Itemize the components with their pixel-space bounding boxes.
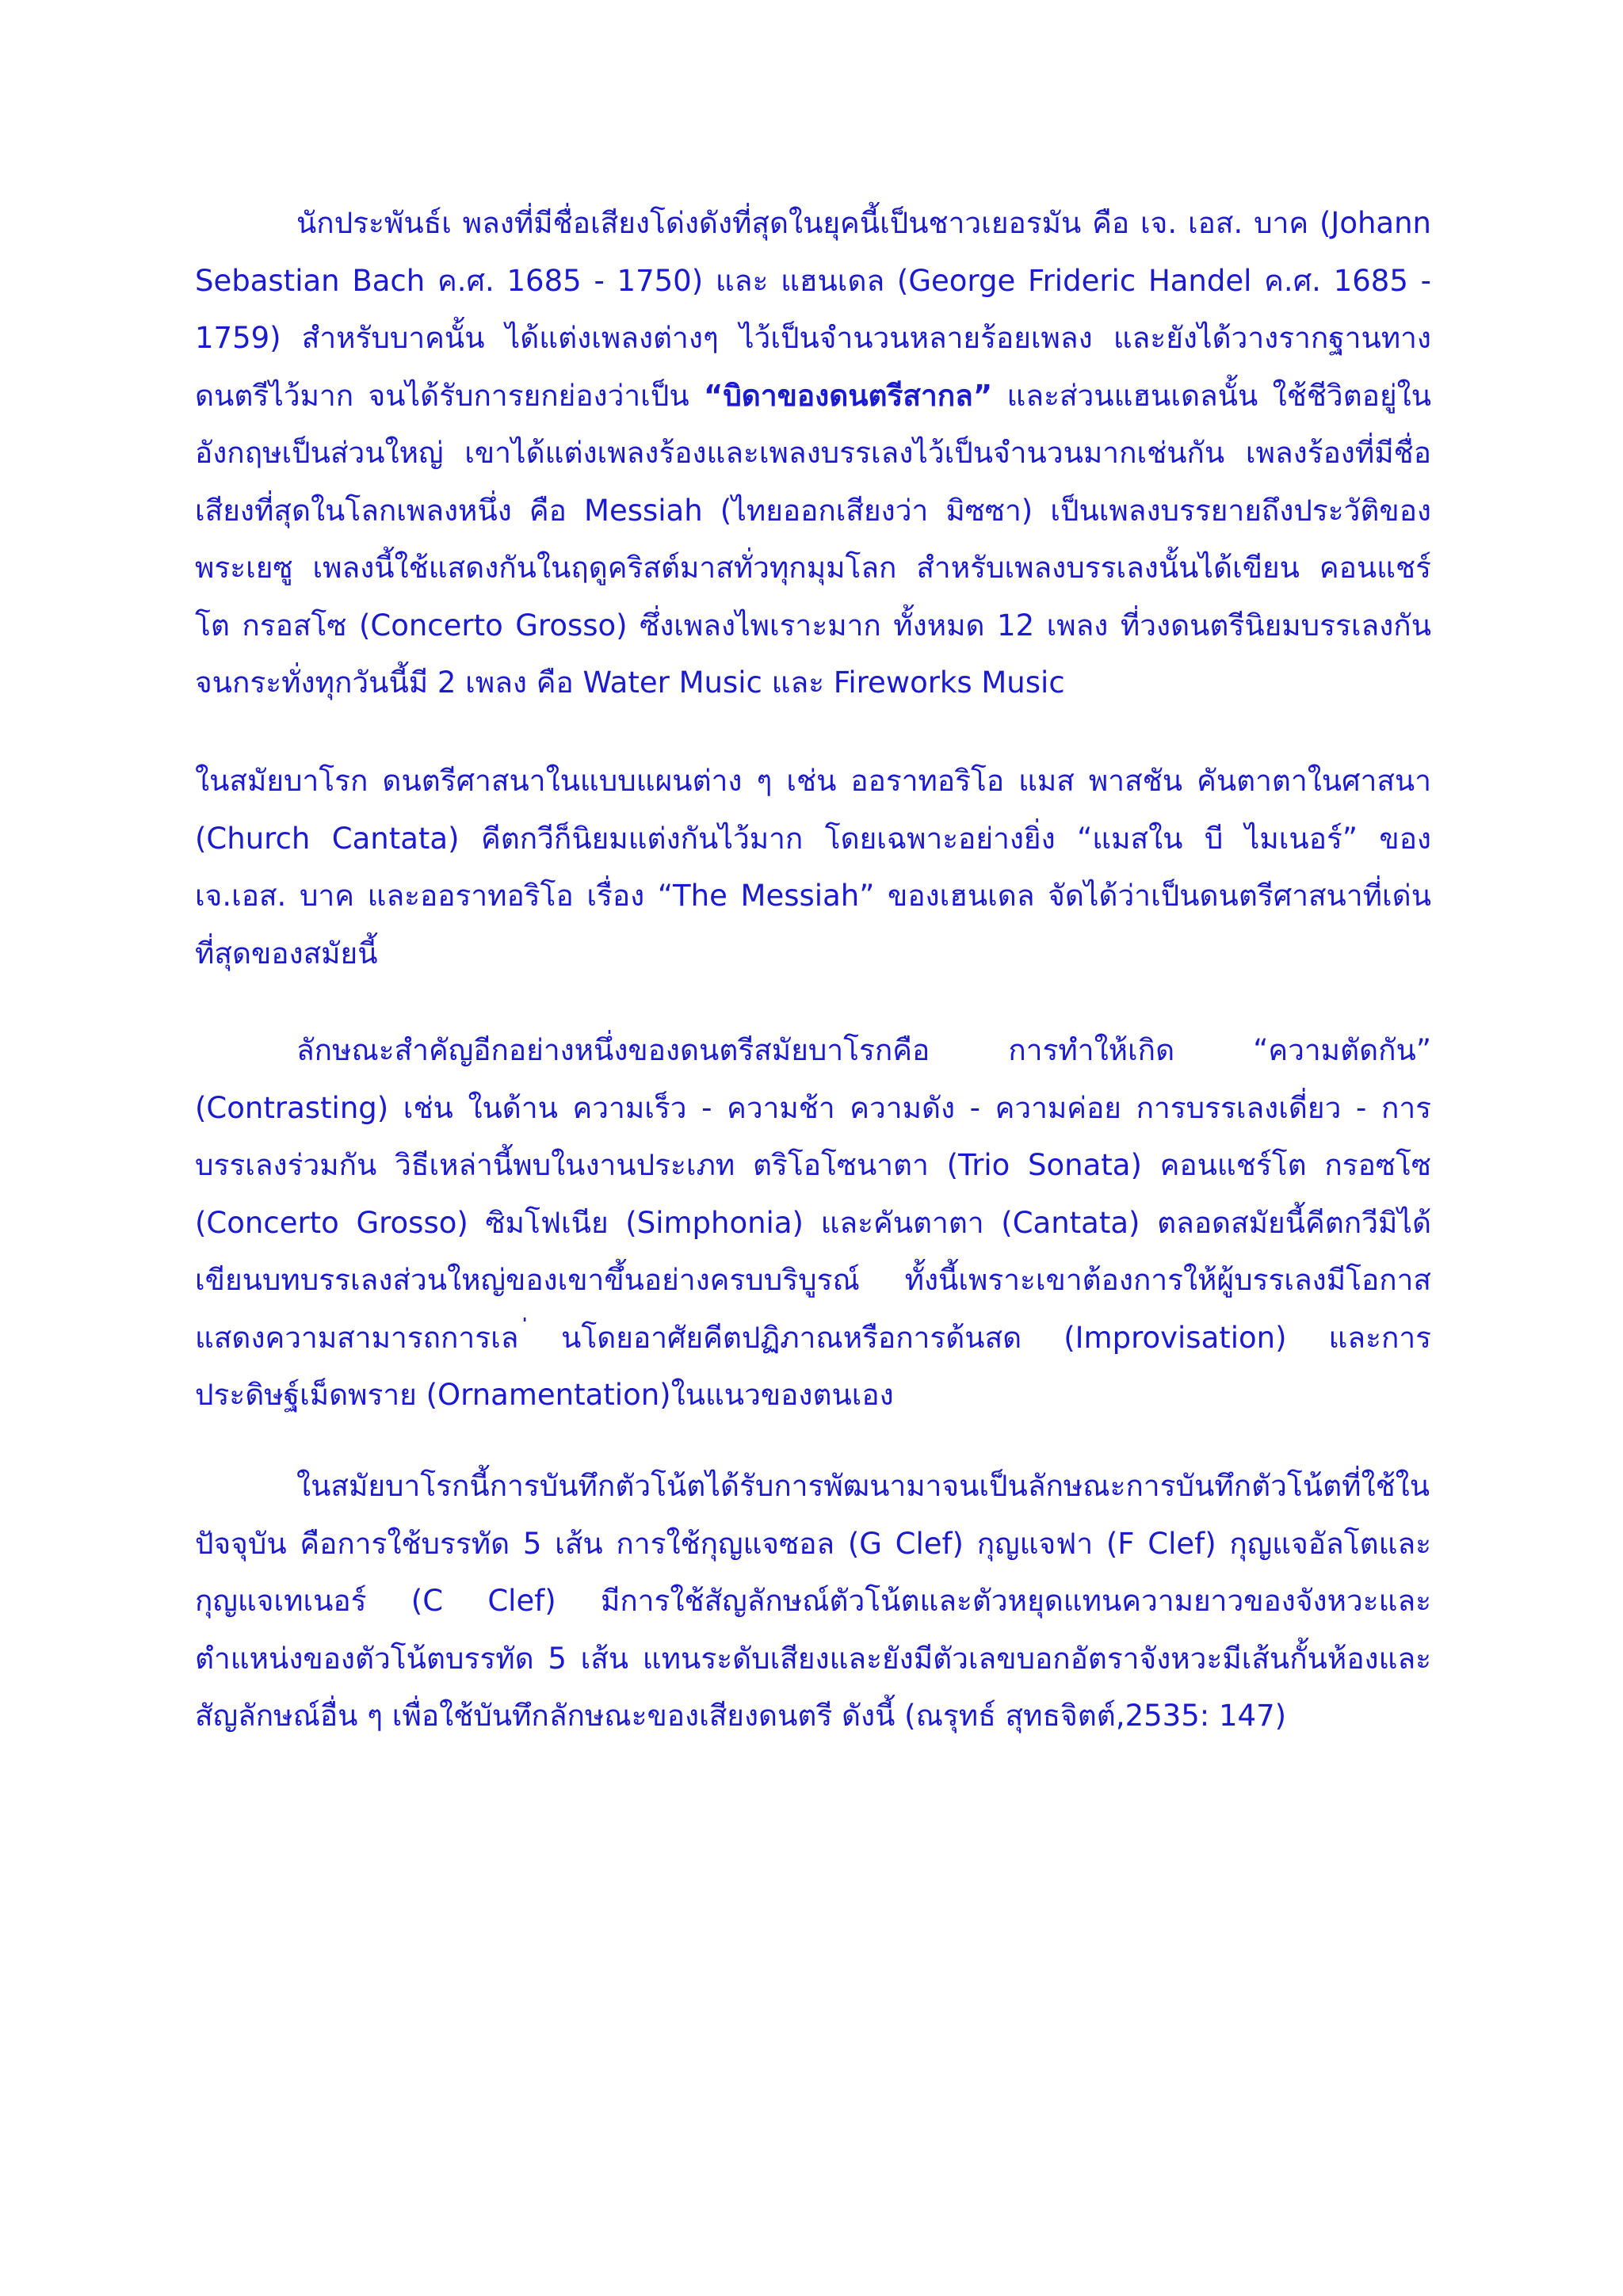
- paragraph-1-text-after: และส่วนแฮนเดลนั้น ใช้ชีวิตอยู่ในอังกฤษเป็นส่วนใหญ่ เขาได้แต่งเพลงร้องและเพลงบรรเลงไว้เป็นจำนวนมากเช่นกัน เพลงร้องที่มีชื่อเสียงที่สุดในโลกเพลงหนึ่ง คือ Messiah (ไทยออกเสียงว่า มิซซา) เป็นเพลงบรรยายถึงประวัติของพระเยซู เพลงนี้ใช้แสดงกันในฤดูคริสต์มาสทั่วทุกมุมโลก สำหรับเพลงบรรเลงนั้นได้เขียน คอนแชร์โต กรอสโซ (Concerto Grosso) ซึ่งเพลงไพเราะมาก ทั้งหมด 12 เพลง ที่วงดนตรีนิยมบรรเลงกันจนกระทั่งทุกวันนี้มี 2 เพลง คือ Water Music และ Fireworks Music: [195, 378, 1431, 700]
- father-of-western-music-emphasis: “บิดาของดนตรีสากล”: [704, 378, 993, 413]
- paragraph-contrasting: ลักษณะสำคัญอีกอย่างหนึ่งของดนตรีสมัยบาโรกคือ การทำให้เกิด “ความตัดกัน” (Contrasting) เช่น ในด้าน ความเร็ว - ความช้า ความดัง - ความค่อย การบรรเลงเดี่ยว - การบรรเลงร่วมกัน วิธีเหล่านี้พบในงานประเภท ตริโอโซนาตา (Trio Sonata) คอนแชร์โต กรอซโซ (Concerto Grosso) ซิมโฟเนีย (Simphonia) และคันตาตา (Cantata) ตลอดสมัยนี้คีตกวีมิได้เขียนบทบรรเลงส่วนใหญ่ของเขาขึ้นอย่างครบบริบูรณ์ ทั้งนี้เพราะเขาต้องการให้ผู้บรรเลงมีโอกาสแสดงความสามารถการเล ่นโดยอาศัยคีตปฏิภาณหรือการด้นสด (Improvisation) และการประดิษฐ์เม็ดพราย (Ornamentation)ในแนวของตนเอง: [195, 1033, 1431, 1412]
- paragraph-religious-music: ในสมัยบาโรก ดนตรีศาสนาในแบบแผนต่าง ๆ เช่น ออราทอริโอ แมส พาสชัน คันตาตาในศาสนา (Church Cantata) คีตกวีก็นิยมแต่งกันไว้มาก โดยเฉพาะอย่างยิ่ง “แมสใน บี ไมเนอร์” ของ เจ.เอส. บาค และออราทอริโอ เรื่อง “The Messiah” ของเฮนเดล จัดได้ว่าเป็นดนตรีศาสนาที่เด่นที่สุดของสมัยนี้: [195, 764, 1431, 971]
- paragraph-notation: ในสมัยบาโรกนี้การบันทึกตัวโน้ตได้รับการพัฒนามาจนเป็นลักษณะการบันทึกตัวโน้ตที่ใช้ในปัจจุบัน คือการใช้บรรทัด 5 เส้น การใช้กุญแจซอล (G Clef) กุญแจฟา (F Clef) กุญแจอัลโตและกุญแจเทเนอร์ (C Clef) มีการใช้สัญลักษณ์ตัวโน้ตและตัวหยุดแทนความยาวของจังหวะและตำแหน่งของตัวโน้ตบรรทัด 5 เส้น แทนระดับเสียงและยังมีตัวเลขบอกอัตราจังหวะมีเส้นกั้นห้องและสัญลักษณ์อื่น ๆ เพื่อใช้บันทึกลักษณะของเสียงดนตรี ดังนี้ (ณรุทธ์ สุทธจิตต์,2535: 147): [195, 1469, 1431, 1733]
- paragraph-1-text-before: นักประพันธ์เ พลงที่มีชื่อเสียงโด่งดังที่สุดในยุคนี้เป็นชาวเยอรมัน คือ เจ. เอส. บาค (Johann Sebastian Bach ค.ศ. 1685 - 1750) และ แฮนเดล (George Frideric Handel ค.ศ. 1685 - 1759) สำหรับบาคนั้น ได้แต่งเพลงต่างๆ ไว้เป็นจำนวนหลายร้อยเพลง และยังได้วางรากฐานทางดนตรีไว้มาก จนได้รับการยกย่องว่าเป็น: [195, 206, 1431, 413]
- paragraph-bach-handel: [195, 195, 1431, 712]
